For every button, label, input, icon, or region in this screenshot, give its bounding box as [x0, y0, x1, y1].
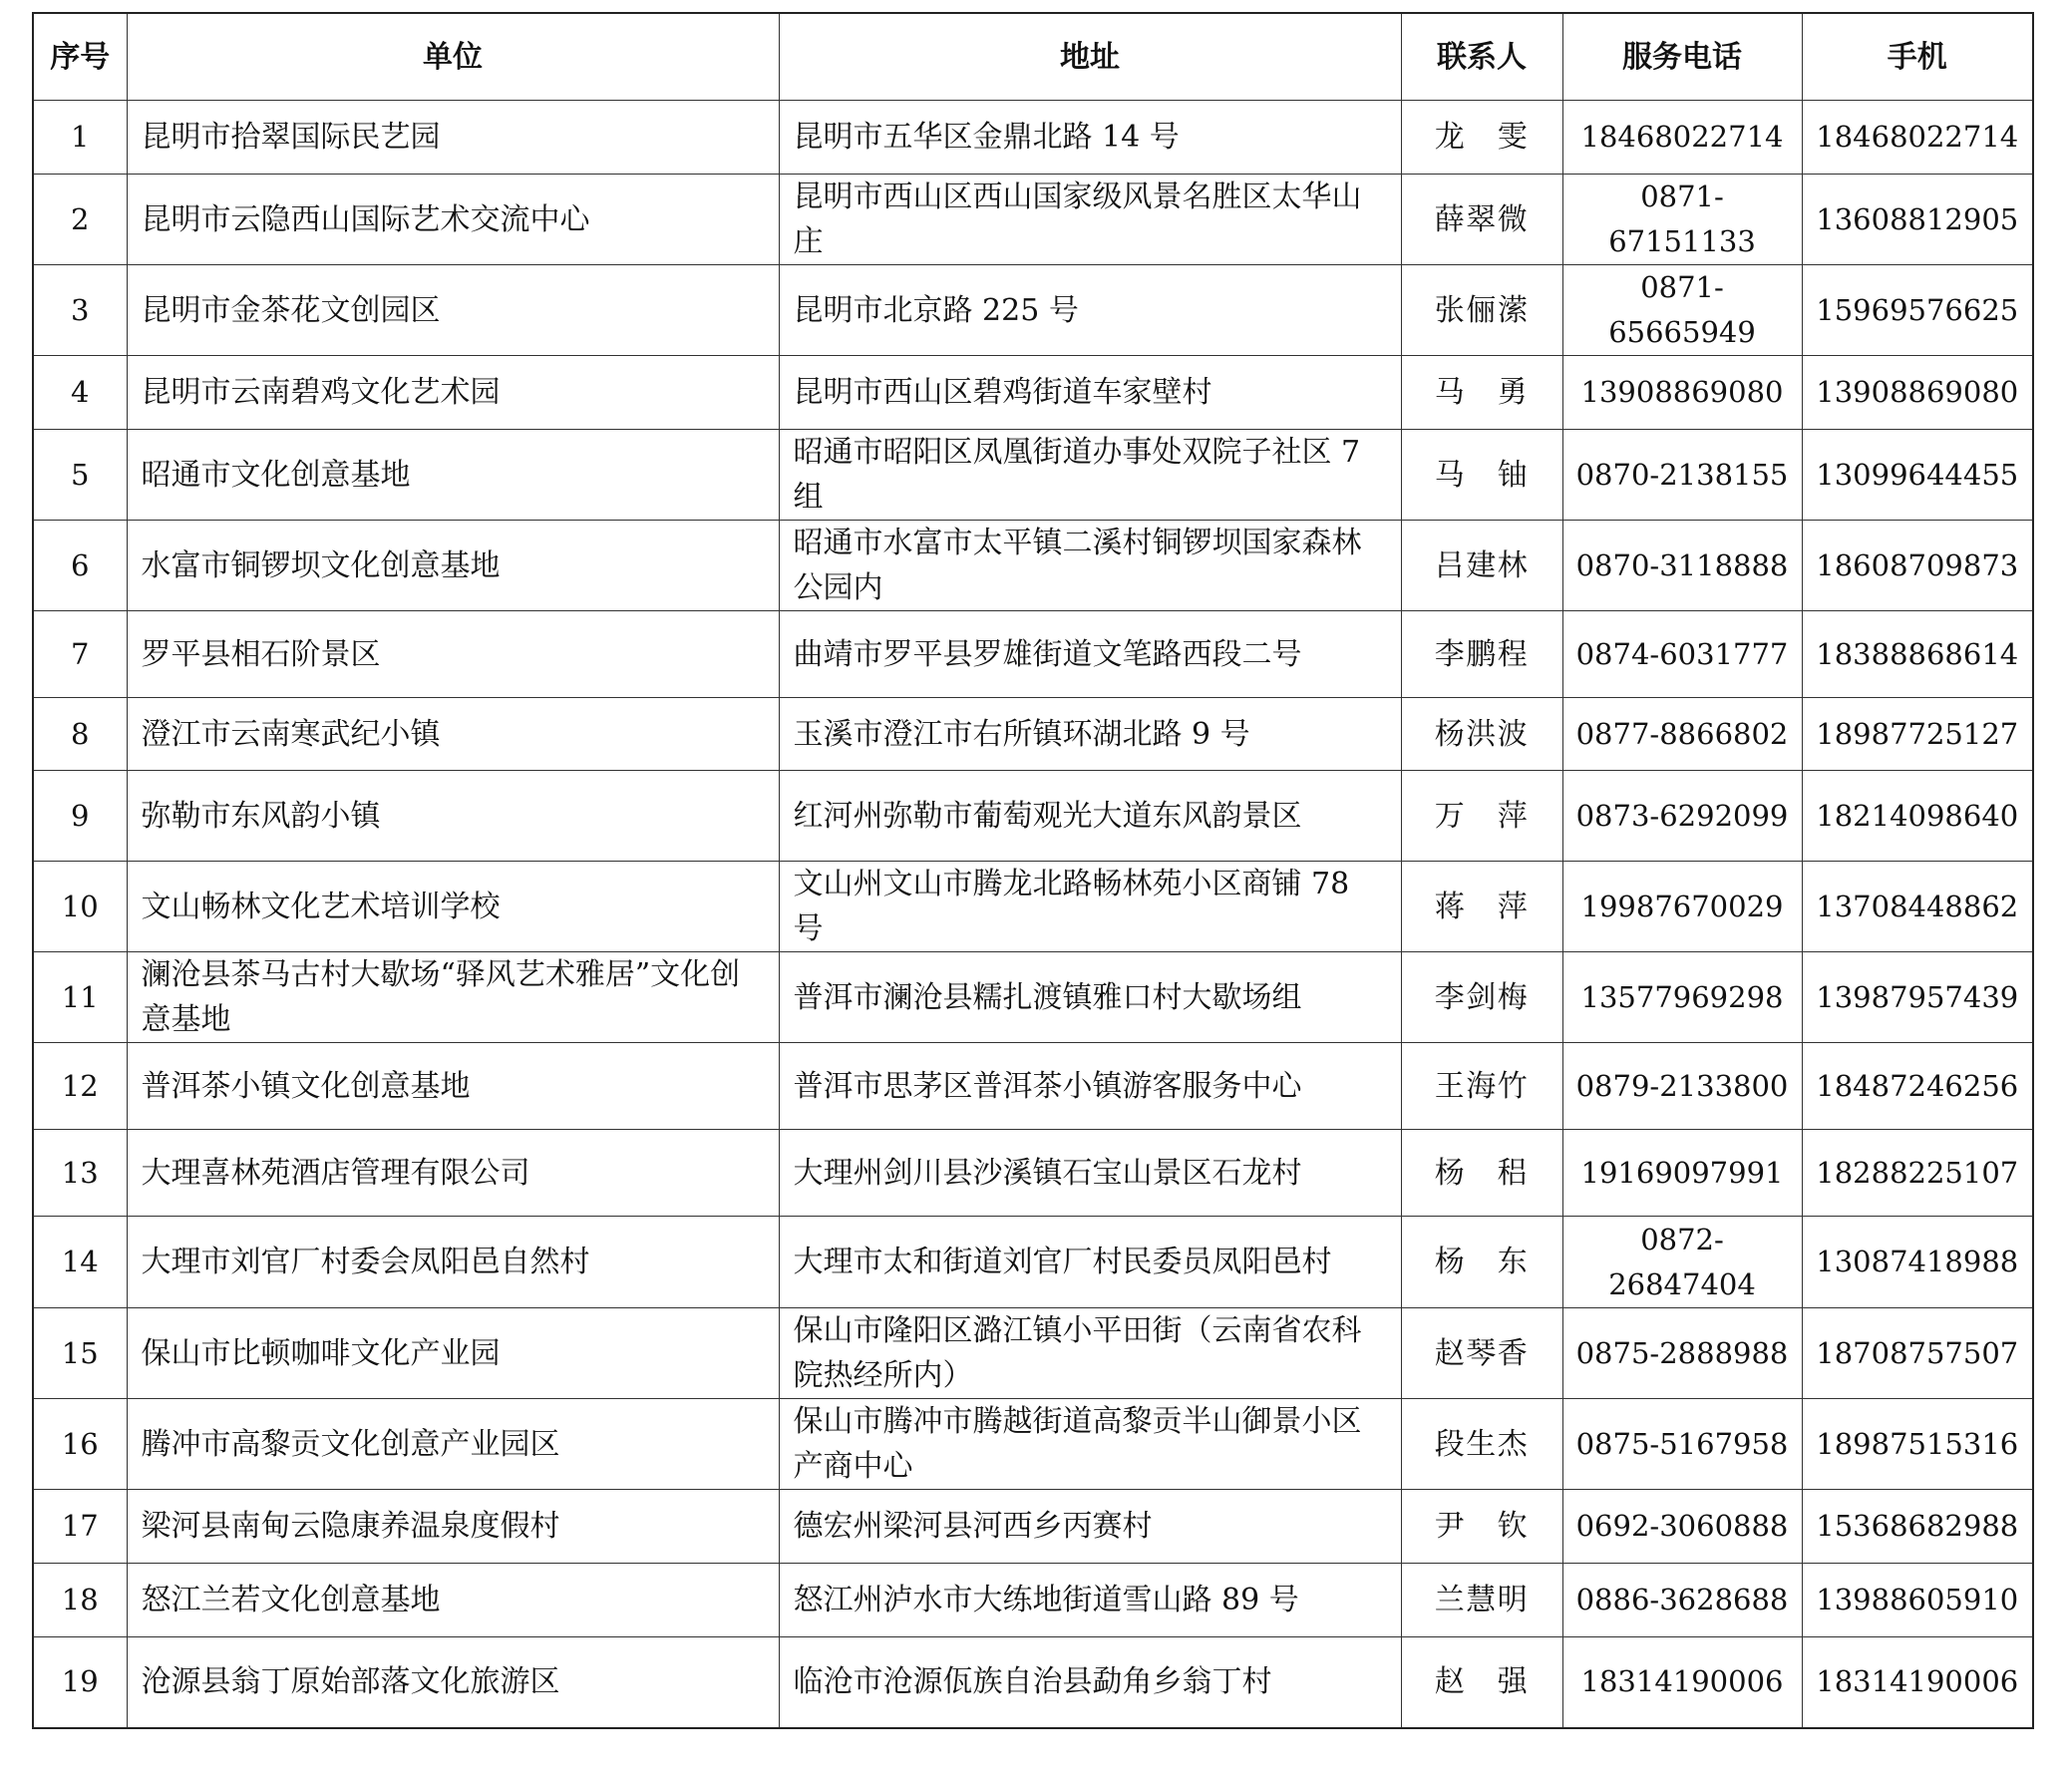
cell-unit: 澄江市云南寒武纪小镇 — [127, 698, 779, 771]
table-row — [33, 1564, 2033, 1637]
cell-mobile: 18608709873 — [1802, 521, 2033, 611]
header-unit: 单位 — [127, 13, 779, 101]
cell-address: 曲靖市罗平县罗雄街道文笔路西段二号 — [779, 611, 1401, 698]
cell-contact: 马 勇 — [1401, 356, 1562, 430]
table-row — [33, 1043, 2033, 1130]
cell-unit: 大理喜林苑酒店管理有限公司 — [127, 1130, 779, 1217]
cell-no: 13 — [33, 1130, 127, 1217]
cell-mobile: 13087418988 — [1802, 1217, 2033, 1308]
table-body — [33, 101, 2033, 1728]
cell-unit: 大理市刘官厂村委会凤阳邑自然村 — [127, 1217, 779, 1308]
cell-address: 昆明市西山区西山国家级风景名胜区太华山庄 — [779, 175, 1401, 265]
cell-mobile: 18214098640 — [1802, 771, 2033, 862]
table-row — [33, 1308, 2033, 1399]
cell-contact: 李鹏程 — [1401, 611, 1562, 698]
cell-unit: 昆明市金茶花文创园区 — [127, 265, 779, 356]
table-row — [33, 611, 2033, 698]
cell-contact: 蒋 萍 — [1401, 862, 1562, 952]
cell-no: 5 — [33, 430, 127, 521]
cell-no: 3 — [33, 265, 127, 356]
cell-contact: 杨 东 — [1401, 1217, 1562, 1308]
cell-mobile: 13988605910 — [1802, 1564, 2033, 1637]
cell-address: 红河州弥勒市葡萄观光大道东风韵景区 — [779, 771, 1401, 862]
cell-mobile: 18708757507 — [1802, 1308, 2033, 1399]
table-row — [33, 430, 2033, 521]
cell-no: 14 — [33, 1217, 127, 1308]
cell-no: 19 — [33, 1637, 127, 1728]
header-row — [33, 13, 2033, 101]
cell-address: 保山市腾冲市腾越街道高黎贡半山御景小区产商中心 — [779, 1399, 1401, 1490]
cell-address: 怒江州泸水市大练地街道雪山路 89 号 — [779, 1564, 1401, 1637]
table-row — [33, 1399, 2033, 1490]
cell-address: 昆明市西山区碧鸡街道车家壁村 — [779, 356, 1401, 430]
cell-no: 16 — [33, 1399, 127, 1490]
cell-contact: 薛翠微 — [1401, 175, 1562, 265]
cell-unit: 沧源县翁丁原始部落文化旅游区 — [127, 1637, 779, 1728]
cell-no: 12 — [33, 1043, 127, 1130]
cell-mobile: 13099644455 — [1802, 430, 2033, 521]
table-row — [33, 771, 2033, 862]
cell-service-phone: 0871-65665949 — [1562, 265, 1802, 356]
cell-service-phone: 0879-2133800 — [1562, 1043, 1802, 1130]
cell-unit: 罗平县相石阶景区 — [127, 611, 779, 698]
header-mobile: 手机 — [1802, 13, 2033, 101]
cell-unit: 弥勒市东风韵小镇 — [127, 771, 779, 862]
table-row — [33, 356, 2033, 430]
cell-contact: 赵琴香 — [1401, 1308, 1562, 1399]
cell-contact: 尹 钦 — [1401, 1490, 1562, 1564]
cell-service-phone: 0873-6292099 — [1562, 771, 1802, 862]
cell-service-phone: 0870-3118888 — [1562, 521, 1802, 611]
table-row — [33, 1130, 2033, 1217]
cell-unit: 昆明市云隐西山国际艺术交流中心 — [127, 175, 779, 265]
table-row — [33, 1490, 2033, 1564]
cell-contact: 赵 强 — [1401, 1637, 1562, 1728]
cell-contact: 杨洪波 — [1401, 698, 1562, 771]
cell-contact: 段生杰 — [1401, 1399, 1562, 1490]
table-row — [33, 1637, 2033, 1728]
cell-address: 大理州剑川县沙溪镇石宝山景区石龙村 — [779, 1130, 1401, 1217]
table-row — [33, 175, 2033, 265]
cell-no: 18 — [33, 1564, 127, 1637]
cell-mobile: 18388868614 — [1802, 611, 2033, 698]
cell-service-phone: 0886-3628688 — [1562, 1564, 1802, 1637]
cell-service-phone: 18468022714 — [1562, 101, 1802, 175]
cell-service-phone: 0870-2138155 — [1562, 430, 1802, 521]
cell-mobile: 18987515316 — [1802, 1399, 2033, 1490]
cell-service-phone: 0875-5167958 — [1562, 1399, 1802, 1490]
contact-table-container — [32, 12, 2034, 1729]
cell-no: 2 — [33, 175, 127, 265]
cell-contact: 杨 稆 — [1401, 1130, 1562, 1217]
cell-address: 昆明市北京路 225 号 — [779, 265, 1401, 356]
cell-address: 大理市太和街道刘官厂村民委员凤阳邑村 — [779, 1217, 1401, 1308]
cell-unit: 梁河县南甸云隐康养温泉度假村 — [127, 1490, 779, 1564]
header-no: 序号 — [33, 13, 127, 101]
cell-mobile: 15368682988 — [1802, 1490, 2033, 1564]
cell-service-phone: 0692-3060888 — [1562, 1490, 1802, 1564]
cell-unit: 昆明市拾翠国际民艺园 — [127, 101, 779, 175]
cell-mobile: 18987725127 — [1802, 698, 2033, 771]
cell-mobile: 18314190006 — [1802, 1637, 2033, 1728]
cell-no: 8 — [33, 698, 127, 771]
cell-address: 昭通市昭阳区凤凰街道办事处双院子社区 7 组 — [779, 430, 1401, 521]
header-contact: 联系人 — [1401, 13, 1562, 101]
table-row — [33, 862, 2033, 952]
header-address: 地址 — [779, 13, 1401, 101]
cell-service-phone: 0877-8866802 — [1562, 698, 1802, 771]
cell-contact: 龙 雯 — [1401, 101, 1562, 175]
cell-address: 普洱市思茅区普洱茶小镇游客服务中心 — [779, 1043, 1401, 1130]
cell-no: 15 — [33, 1308, 127, 1399]
cell-no: 1 — [33, 101, 127, 175]
cell-unit: 普洱茶小镇文化创意基地 — [127, 1043, 779, 1130]
cell-address: 德宏州梁河县河西乡丙赛村 — [779, 1490, 1401, 1564]
cell-unit: 怒江兰若文化创意基地 — [127, 1564, 779, 1637]
cell-mobile: 18487246256 — [1802, 1043, 2033, 1130]
cell-no: 9 — [33, 771, 127, 862]
cell-service-phone: 0871-67151133 — [1562, 175, 1802, 265]
cell-mobile: 18468022714 — [1802, 101, 2033, 175]
table-row — [33, 952, 2033, 1043]
cell-address: 昆明市五华区金鼎北路 14 号 — [779, 101, 1401, 175]
cell-contact: 吕建林 — [1401, 521, 1562, 611]
cell-unit: 昭通市文化创意基地 — [127, 430, 779, 521]
table-row — [33, 1217, 2033, 1308]
cell-no: 4 — [33, 356, 127, 430]
table-header — [33, 13, 2033, 101]
cell-contact: 兰慧明 — [1401, 1564, 1562, 1637]
cell-address: 保山市隆阳区潞江镇小平田街（云南省农科院热经所内） — [779, 1308, 1401, 1399]
cell-unit: 澜沧县茶马古村大歇场“驿风艺术雅居”文化创意基地 — [127, 952, 779, 1043]
cell-unit: 腾冲市高黎贡文化创意产业园区 — [127, 1399, 779, 1490]
cell-service-phone: 18314190006 — [1562, 1637, 1802, 1728]
cell-no: 17 — [33, 1490, 127, 1564]
cell-service-phone: 0872-26847404 — [1562, 1217, 1802, 1308]
cell-contact: 马 铀 — [1401, 430, 1562, 521]
table-row — [33, 521, 2033, 611]
cell-contact: 王海竹 — [1401, 1043, 1562, 1130]
cell-unit: 水富市铜锣坝文化创意基地 — [127, 521, 779, 611]
cell-address: 文山州文山市腾龙北路畅林苑小区商铺 78 号 — [779, 862, 1401, 952]
cell-address: 普洱市澜沧县糯扎渡镇雅口村大歇场组 — [779, 952, 1401, 1043]
cell-service-phone: 13908869080 — [1562, 356, 1802, 430]
cell-service-phone: 0875-2888988 — [1562, 1308, 1802, 1399]
table-row — [33, 101, 2033, 175]
cell-unit: 昆明市云南碧鸡文化艺术园 — [127, 356, 779, 430]
cell-no: 11 — [33, 952, 127, 1043]
cell-address: 昭通市水富市太平镇二溪村铜锣坝国家森林公园内 — [779, 521, 1401, 611]
cell-contact: 万 萍 — [1401, 771, 1562, 862]
cell-mobile: 13608812905 — [1802, 175, 2033, 265]
cell-service-phone: 0874-6031777 — [1562, 611, 1802, 698]
cell-mobile: 15969576625 — [1802, 265, 2033, 356]
cell-no: 7 — [33, 611, 127, 698]
cell-unit: 保山市比顿咖啡文化产业园 — [127, 1308, 779, 1399]
cell-service-phone: 19987670029 — [1562, 862, 1802, 952]
table-row — [33, 698, 2033, 771]
cell-mobile: 18288225107 — [1802, 1130, 2033, 1217]
cell-contact: 李剑梅 — [1401, 952, 1562, 1043]
cell-no: 6 — [33, 521, 127, 611]
cell-unit: 文山畅林文化艺术培训学校 — [127, 862, 779, 952]
cell-contact: 张俪潆 — [1401, 265, 1562, 356]
cell-address: 临沧市沧源佤族自治县勐角乡翁丁村 — [779, 1637, 1401, 1728]
cell-mobile: 13987957439 — [1802, 952, 2033, 1043]
cell-address: 玉溪市澄江市右所镇环湖北路 9 号 — [779, 698, 1401, 771]
cell-service-phone: 19169097991 — [1562, 1130, 1802, 1217]
cell-mobile: 13908869080 — [1802, 356, 2033, 430]
cell-service-phone: 13577969298 — [1562, 952, 1802, 1043]
cell-no: 10 — [33, 862, 127, 952]
cell-mobile: 13708448862 — [1802, 862, 2033, 952]
header-service-phone: 服务电话 — [1562, 13, 1802, 101]
table-row — [33, 265, 2033, 356]
contact-table — [32, 12, 2034, 1729]
